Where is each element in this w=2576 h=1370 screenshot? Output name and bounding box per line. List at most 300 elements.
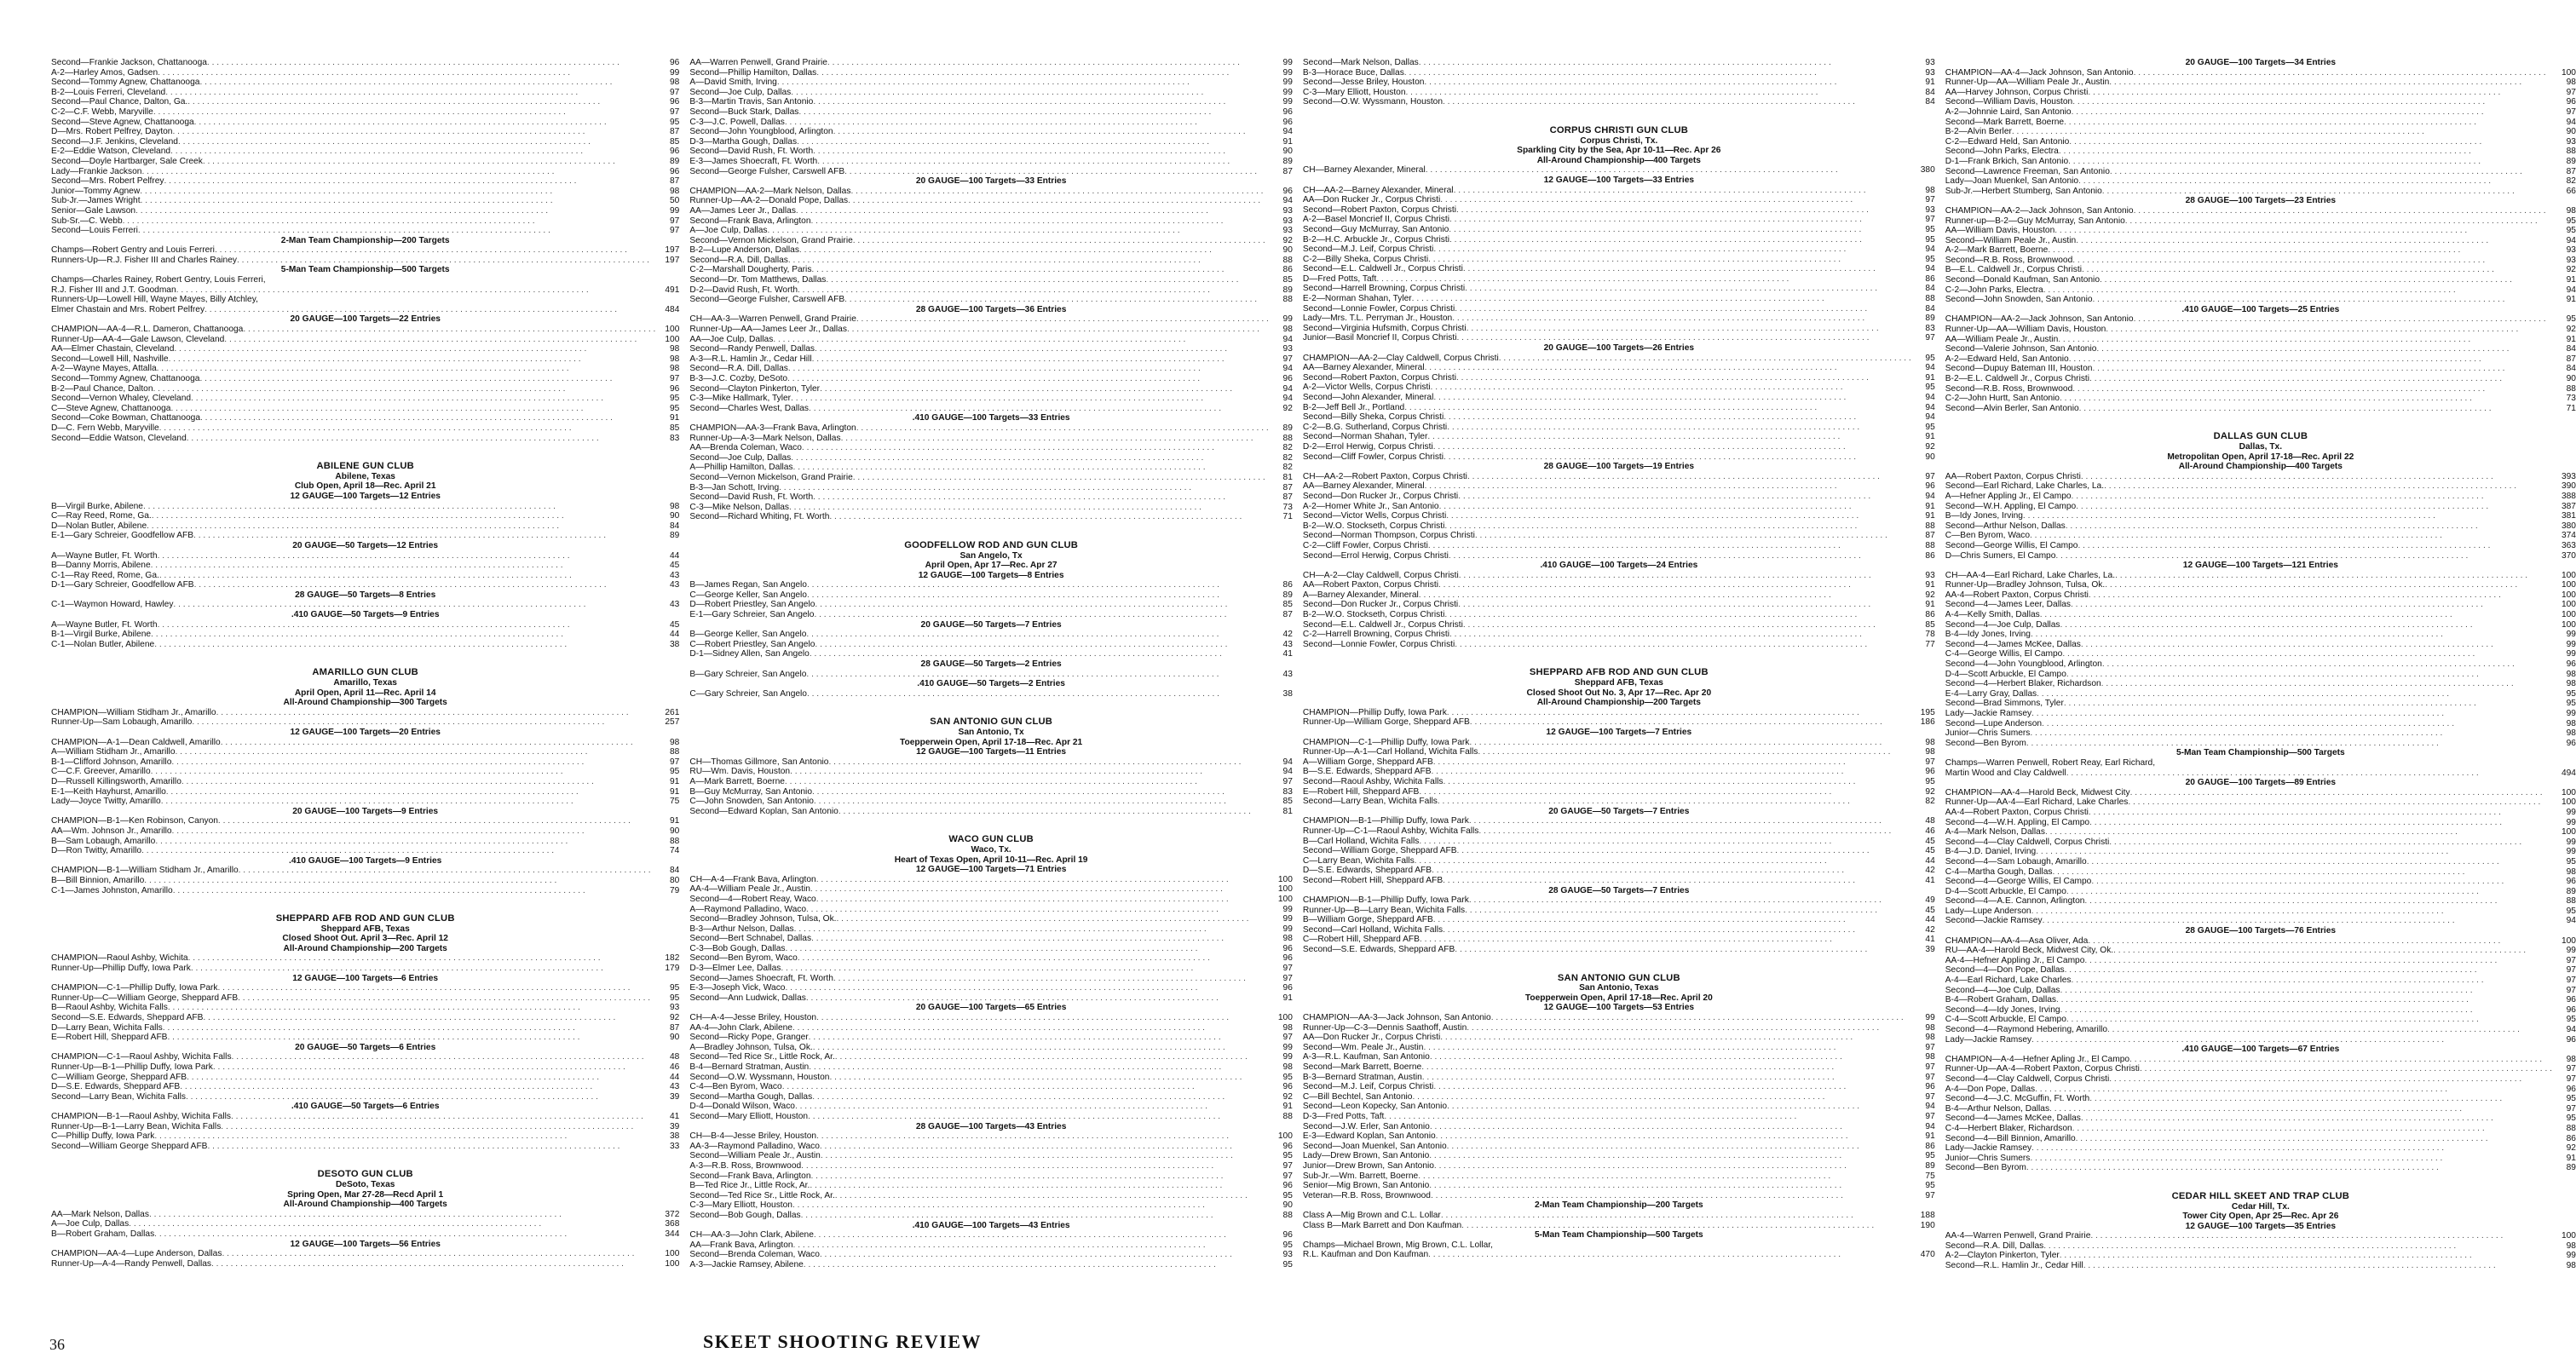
score: 75: [670, 797, 680, 807]
section-gap: [1945, 1173, 2576, 1183]
score: 97: [2566, 1074, 2576, 1084]
result-line: [51, 167, 679, 177]
shooter-entry: CHAMPION—AA-2—Mark Nelson, Dallas: [689, 186, 851, 196]
dot-leader: [1458, 492, 1911, 502]
score: 95: [2566, 1114, 2576, 1124]
dot-leader: [853, 473, 1269, 483]
shooter-entry: Second—Lonnie Fowler, Corpus Christi: [1302, 639, 1455, 649]
result-line: [1945, 986, 2576, 996]
dot-leader: [2036, 847, 2552, 857]
shooter-entry: Second—Norman Shahan, Tyler: [1302, 432, 1428, 442]
dot-leader: [2134, 206, 2552, 216]
club-location: San Antonio, Texas: [1579, 983, 1659, 993]
dot-leader: [2100, 275, 2552, 285]
score: 88: [1282, 255, 1293, 265]
dot-leader: [1419, 590, 1911, 601]
result-line: [51, 206, 679, 216]
dot-leader: [1441, 1211, 1911, 1221]
result-line: [689, 265, 1293, 275]
result-line: [1945, 916, 2576, 926]
dot-leader: [806, 630, 1268, 640]
shooter-entry: A—Mark Barrett, Boerne: [689, 776, 785, 786]
dot-leader: [243, 325, 655, 335]
shooter-entry: C—Ray Reed, Rome, Ga.: [51, 511, 152, 521]
result-line: [1303, 1122, 1935, 1132]
result-line: [1945, 838, 2576, 848]
dot-leader: [149, 1210, 655, 1220]
score: 98: [1282, 325, 1293, 335]
club-location: Sheppard AFB, Texas: [320, 924, 410, 934]
shooter-entry: C-2—Cliff Fowler, Corpus Christi: [1302, 540, 1428, 550]
shooter-entry: B—Danny Morris, Abilene: [51, 561, 151, 571]
result-line: [1303, 1161, 1935, 1171]
dot-leader: [779, 483, 1269, 493]
score: 99: [2566, 807, 2576, 817]
dot-leader: [1491, 1013, 1911, 1023]
result-line: [1945, 1085, 2576, 1095]
shooter-entry: CHAMPION—A-1—Dean Caldwell, Amarillo: [51, 737, 221, 747]
result-line: [1945, 659, 2576, 670]
dot-leader: [222, 1249, 655, 1259]
score: 97: [2566, 1064, 2576, 1074]
shooter-entry: Second—Valerie Johnson, San Antonio: [1945, 344, 2097, 354]
result-line: [1303, 1092, 1935, 1102]
shooter-entry: Lady—Joyce Twitty, Amarillo: [51, 797, 161, 807]
shooter-entry: A-2—Edward Held, San Antonio: [1945, 354, 2069, 364]
club-name: WACO GUN CLUB: [948, 834, 1034, 845]
dot-leader: [1467, 324, 1911, 334]
shooter-entry: D—S.E. Edwards, Sheppard AFB: [51, 1082, 181, 1092]
score: 100: [1277, 1131, 1293, 1142]
shooter-entry: Lady—Jackie Ramsey: [1945, 1034, 2032, 1045]
shooter-entry: Second—R.A. Dill, Dallas: [1945, 1240, 2044, 1251]
dot-leader: [1404, 68, 1911, 78]
score: 89: [670, 156, 680, 166]
dot-leader: [1470, 717, 1911, 728]
shoot-title: April Open, April 11—Rec. April 14: [294, 688, 436, 698]
result-line: [51, 1259, 679, 1269]
result-line: [51, 1131, 679, 1142]
score: 89: [2566, 156, 2576, 166]
dot-leader: [1431, 1191, 1911, 1201]
result-line: [689, 689, 1293, 699]
score: 73: [1282, 502, 1293, 512]
score: 97: [1925, 1091, 1935, 1102]
shooter-entry: A-2—Clayton Pinkerton, Tyler: [1945, 1251, 2060, 1261]
score: 46: [670, 1062, 680, 1072]
result-line: [1945, 896, 2576, 907]
shooter-entry: AA—Warren Penwell, Grand Prairie: [689, 58, 827, 67]
shooter-entry: A—Barney Alexander, Mineral: [1302, 590, 1419, 600]
result-line: [51, 245, 679, 256]
result-line: [1303, 1171, 1935, 1182]
shooter-entry: CHAMPION—AA-2—Jack Johnson, San Antonio: [1945, 205, 2134, 216]
score: 97: [1925, 333, 1935, 343]
result-line: [689, 216, 1293, 227]
result-line: [689, 983, 1293, 993]
dot-leader: [2071, 600, 2552, 610]
score: 91: [2566, 334, 2576, 344]
shooter-entry: Second—Robert Hill, Sheppard AFB: [1302, 875, 1444, 885]
score: 95: [2566, 1015, 2576, 1025]
score: 45: [1925, 846, 1935, 856]
result-line: [689, 295, 1293, 305]
dot-leader: [166, 787, 656, 797]
result-line: [1945, 521, 2576, 532]
shoot-title: Tower City Open, Apr 25—Rec. Apr 26: [2182, 1212, 2339, 1222]
dot-leader: [785, 944, 1268, 954]
score: 93: [1925, 204, 1935, 215]
shooter-entry: Second—Edward Koplan, San Antonio: [689, 806, 838, 816]
score: 94: [1282, 196, 1293, 206]
dot-leader: [827, 58, 1269, 68]
event-heading: 12 GAUGE—100 Targets—11 Entries: [916, 747, 1067, 757]
score: 380: [1920, 165, 1935, 176]
dot-leader: [2081, 640, 2552, 650]
result-line: [1303, 354, 1935, 364]
result-line: [51, 344, 679, 354]
result-line: [1303, 1131, 1935, 1142]
result-line: [689, 384, 1293, 394]
dot-leader: [2066, 768, 2552, 779]
result-line: [689, 1052, 1293, 1062]
result-line: [51, 886, 679, 896]
shooter-entry: B—Robert Graham, Dallas: [51, 1229, 155, 1239]
score: 98: [670, 364, 680, 374]
shooter-entry: AA—Mark Nelson, Dallas: [51, 1209, 149, 1219]
result-line: [1945, 1261, 2576, 1271]
dot-leader: [1420, 935, 1911, 945]
dot-leader: [798, 953, 1269, 964]
score: 99: [1282, 87, 1293, 97]
shooter-entry: E-3—Edward Koplan, San Antonio: [1302, 1131, 1436, 1142]
shooter-entry: Second—Errol Herwig, Corpus Christi: [1302, 550, 1449, 561]
dot-leader: [1430, 1052, 1911, 1062]
score: 87: [670, 176, 680, 187]
shooter-entry: A—Wayne Butler, Ft. Worth: [51, 550, 158, 561]
dot-leader: [1425, 363, 1911, 373]
shooter-entry: AA—Don Rucker Jr., Corpus Christi: [1302, 195, 1441, 205]
result-line: [689, 1181, 1293, 1191]
dot-leader: [2088, 88, 2552, 98]
result-line: [1945, 502, 2576, 512]
score: 93: [2566, 255, 2576, 265]
result-line: [689, 974, 1293, 984]
score: 97: [1282, 964, 1293, 974]
shooter-entry: AA-3—Raymond Palladino, Waco: [689, 1141, 820, 1151]
score: 95: [1925, 1181, 1935, 1191]
shooter-entry: B-2—W.O. Stockseth, Corpus Christi: [1302, 610, 1445, 620]
dot-leader: [2134, 314, 2552, 325]
shooter-entry: Second—Paul Chance, Dalton, Ga.: [51, 97, 188, 107]
shooter-entry: A—David Smith, Irving: [689, 78, 777, 88]
dot-leader: [1412, 294, 1911, 304]
result-line: [689, 196, 1293, 206]
score: 41: [1925, 935, 1935, 945]
shooter-entry: E-1—Gary Schreier, Goodfellow AFB: [51, 531, 194, 541]
result-line: [51, 620, 679, 630]
score: 370: [2561, 550, 2576, 561]
dot-leader: [2060, 1251, 2552, 1261]
result-line: [1303, 600, 1935, 610]
shooter-entry: Second—4—James Leer, Dallas: [1945, 600, 2071, 610]
result-line: [1303, 68, 1935, 78]
result-line: [689, 314, 1293, 325]
shooter-entry: C—Bill Bechtel, San Antonio: [1302, 1091, 1413, 1102]
score: 38: [670, 639, 680, 649]
dot-leader: [158, 551, 656, 561]
dot-leader: [2107, 1025, 2552, 1035]
result-line: [689, 884, 1293, 895]
score: 92: [1282, 403, 1293, 413]
event-heading: .410 GAUGE—100 Targets—33 Entries: [912, 413, 1070, 423]
shooter-entry: B-2—Alvin Berler: [1945, 127, 2012, 137]
event-heading: All-Around Championship—200 Targets: [283, 943, 447, 953]
score: 48: [670, 1052, 680, 1062]
shooter-entry: Second—Guy McMurray, San Antonio: [1302, 224, 1449, 234]
shooter-entry: Runner-Up—AA-4—Gale Lawson, Cleveland: [51, 334, 225, 344]
result-line: [1945, 314, 2576, 325]
shooter-entry: CHAMPION—AA-4—Jack Johnson, San Antonio: [1945, 67, 2134, 78]
dot-leader: [231, 1112, 655, 1122]
result-line: [1945, 344, 2576, 354]
result-line: [689, 88, 1293, 98]
score: 85: [670, 136, 680, 147]
dot-leader: [2076, 236, 2552, 246]
score: 95: [670, 983, 680, 993]
dot-leader: [1499, 354, 1911, 364]
result-line: [1945, 1251, 2576, 1261]
dot-leader: [238, 993, 655, 1004]
result-line: [1303, 571, 1935, 581]
score: 95: [2566, 216, 2576, 226]
result-line: [689, 797, 1293, 807]
score: 44: [670, 550, 680, 561]
result-line: [689, 503, 1293, 513]
dot-leader: [838, 807, 1269, 817]
score: 90: [1282, 1200, 1293, 1211]
club-name: CEDAR HILL SKEET AND TRAP CLUB: [2171, 1190, 2350, 1201]
dot-leader: [1440, 195, 1911, 205]
score: 98: [2566, 1054, 2576, 1064]
dot-leader: [193, 531, 655, 541]
shooter-entry: Runner-Up—A-3—Mark Nelson, Dallas: [689, 433, 841, 443]
shooter-entry: Second—Louis Ferreri: [51, 226, 138, 236]
score: 38: [670, 1131, 680, 1142]
result-line: [51, 1062, 679, 1073]
shooter-entry: Lady—Frankie Jackson: [51, 166, 142, 176]
shoot-title: Sparkling City by the Sea, Apr 10-11—Rec. Apr 26: [1517, 146, 1721, 156]
club-name: DALLAS GUN CLUB: [2213, 431, 2308, 442]
score: 92: [2566, 325, 2576, 335]
shooter-entry: Second—Tommy Agnew, Chattanooga: [51, 374, 200, 383]
result-line: [1945, 295, 2576, 305]
dot-leader: [1426, 165, 1911, 176]
shooter-entry: B—James Regan, San Angelo: [689, 580, 807, 590]
shooter-entry: CHAMPION—B-1—Phillip Duffy, Iowa Park: [1302, 816, 1469, 826]
score: 100: [2561, 600, 2576, 610]
shooter-entry: Second—Frankie Jackson, Chattanooga: [51, 58, 207, 67]
result-line: [51, 1229, 679, 1240]
score: 95: [1925, 1151, 1935, 1161]
dot-leader: [191, 964, 656, 974]
shooter-entry: Second—Joe Culp, Dallas: [689, 87, 792, 97]
dot-leader: [2129, 1055, 2552, 1065]
score: 94: [1925, 264, 1935, 274]
dot-leader: [203, 157, 656, 167]
shooter-entry: Second—Jesse Briley, Houston: [1302, 78, 1425, 88]
club-name: AMARILLO GUN CLUB: [312, 667, 418, 678]
event-heading: 12 GAUGE—100 Targets—121 Entries: [2182, 561, 2338, 571]
dot-leader: [816, 875, 1269, 885]
shooter-entry: Second—4—Bill Binnion, Amarillo: [1945, 1133, 2076, 1143]
dot-leader: [801, 1211, 1269, 1221]
dot-leader: [2031, 709, 2552, 719]
dot-leader: [218, 816, 655, 826]
score: 92: [1282, 1091, 1293, 1102]
dot-leader: [1465, 284, 1911, 294]
result-line: [51, 187, 679, 197]
shooter-entry: D-1—Gary Schreier, Goodfellow AFB: [51, 580, 194, 590]
score: 98: [1282, 934, 1293, 944]
dot-leader: [773, 335, 1269, 345]
score: 99: [2566, 649, 2576, 659]
dot-leader: [812, 787, 1269, 797]
shooter-entry: Second—Ted Rice Sr., Little Rock, Ar.: [689, 1190, 835, 1200]
shooter-entry: CH—AA-2—Robert Paxton, Corpus Christi: [1302, 471, 1467, 481]
shooter-entry: Second—Carl Holland, Wichita Falls: [1302, 924, 1444, 935]
shooter-entry: C-4—Ben Byrom, Waco: [689, 1082, 782, 1092]
score: 97: [1925, 1042, 1935, 1052]
shooter-entry: Second—John Youngblood, Arlington: [689, 127, 833, 137]
shooter-entry: D-2—Errol Herwig, Corpus Christi: [1302, 441, 1433, 452]
shooter-entry: Second—Ann Ludwick, Dallas: [689, 993, 806, 1003]
score: 43: [670, 1082, 680, 1092]
score: 470: [1920, 1250, 1935, 1260]
shooter-entry: B-4—Arthur Nelson, Dallas: [1945, 1103, 2050, 1114]
result-line: [689, 78, 1293, 88]
score: 89: [2566, 886, 2576, 896]
shooter-entry: B-2—H.C. Arbuckle Jr., Corpus Christi: [1302, 234, 1449, 245]
dot-leader: [144, 876, 655, 886]
score: 71: [1282, 512, 1293, 522]
shooter-entry: E-3—James Shoecraft, Ft. Worth: [689, 156, 818, 166]
score: 84: [1925, 87, 1935, 97]
shooter-entry: AA—William Peale Jr., Austin: [1945, 334, 2059, 344]
score: 94: [2566, 117, 2576, 127]
result-line: [689, 1191, 1293, 1201]
score: 87: [670, 127, 680, 137]
dot-leader: [1444, 452, 1911, 463]
result-line: [1303, 747, 1935, 757]
dot-leader: [141, 167, 655, 177]
dot-leader: [814, 797, 1269, 807]
dot-leader: [1415, 856, 1911, 866]
dot-leader: [799, 245, 1269, 256]
score: 91: [1925, 600, 1935, 610]
score: 100: [2561, 619, 2576, 630]
dot-leader: [808, 1112, 1269, 1122]
result-line: [1945, 394, 2576, 404]
score: 94: [1282, 757, 1293, 767]
result-line: [689, 1112, 1293, 1122]
score: 95: [1925, 353, 1935, 363]
dot-leader: [810, 884, 1269, 895]
score: 97: [670, 757, 680, 767]
dot-leader: [2064, 118, 2552, 128]
shooter-entry: Second—4—Raymond Hebering, Amarillo: [1945, 1025, 2108, 1034]
result-line: [689, 443, 1293, 453]
dot-leader: [844, 295, 1269, 305]
dot-leader: [141, 846, 655, 856]
score: 99: [2566, 817, 2576, 827]
shooter-entry: C-2—Harrell Browning, Corpus Christi: [1302, 630, 1449, 640]
dot-leader: [833, 974, 1269, 984]
club-name: GOODFELLOW ROD AND GUN CLUB: [904, 539, 1079, 550]
result-line: [1303, 215, 1935, 225]
dot-leader: [154, 1131, 655, 1142]
shooter-entry: B—William Gorge, Sheppard AFB: [1302, 915, 1433, 925]
score: 97: [1282, 973, 1293, 983]
shooter-entry: C-2—C.F. Webb, Maryville: [51, 106, 153, 117]
dot-leader: [129, 1219, 655, 1229]
result-line: [1945, 649, 2576, 659]
result-line: [1945, 709, 2576, 719]
result-line: [51, 953, 679, 964]
shooter-entry: CHAMPION—A-4—Hefner Apling Jr., El Campo: [1945, 1054, 2130, 1064]
dot-leader: [2102, 187, 2552, 197]
result-line: [51, 767, 679, 777]
result-line: [51, 876, 679, 886]
score: 41: [1282, 649, 1293, 659]
score: 42: [1925, 924, 1935, 935]
result-line: [51, 423, 679, 434]
shooter-entry: Senior—Gale Lawson: [51, 205, 136, 216]
shooter-entry: A-2—Wayne Mayes, Attalla: [51, 364, 157, 374]
score: 96: [1282, 1141, 1293, 1151]
shooter-entry: Second—R.A. Dill, Dallas: [689, 255, 788, 265]
score: 95: [2566, 1094, 2576, 1104]
dot-leader: [2052, 867, 2552, 878]
score: 87: [1282, 482, 1293, 492]
dot-leader: [1421, 1062, 1911, 1073]
score: 95: [1282, 1240, 1293, 1250]
result-line: [1303, 1221, 1935, 1231]
shooter-entry: C—Ben Byrom, Waco: [1945, 531, 2031, 541]
dot-leader: [159, 423, 656, 434]
score: 95: [2566, 688, 2576, 699]
score: 96: [2566, 1004, 2576, 1015]
score: 86: [2566, 1133, 2576, 1143]
score: 93: [1282, 205, 1293, 216]
result-line: [1303, 915, 1935, 925]
result-line: [689, 245, 1293, 256]
dot-leader: [1412, 1092, 1910, 1102]
dot-leader: [1469, 895, 1911, 906]
shooter-entry: Second—Richard Whiting, Ft. Worth: [689, 512, 830, 522]
shooter-entry: Second—Ben Byrom, Waco: [689, 953, 798, 964]
dot-leader: [2109, 838, 2552, 848]
dot-leader: [2072, 976, 2552, 986]
score: 98: [2566, 1240, 2576, 1251]
shooter-entry: AA—Barney Alexander, Mineral: [1302, 363, 1425, 373]
score: 99: [1282, 67, 1293, 78]
shooter-entry: Second—Mrs. Robert Pelfrey: [51, 176, 164, 187]
score: 100: [2561, 787, 2576, 797]
shooter-entry: Second—Ted Rice Sr., Little Rock, Ar.: [689, 1052, 835, 1062]
score: 88: [1925, 521, 1935, 531]
result-line: [689, 107, 1293, 118]
